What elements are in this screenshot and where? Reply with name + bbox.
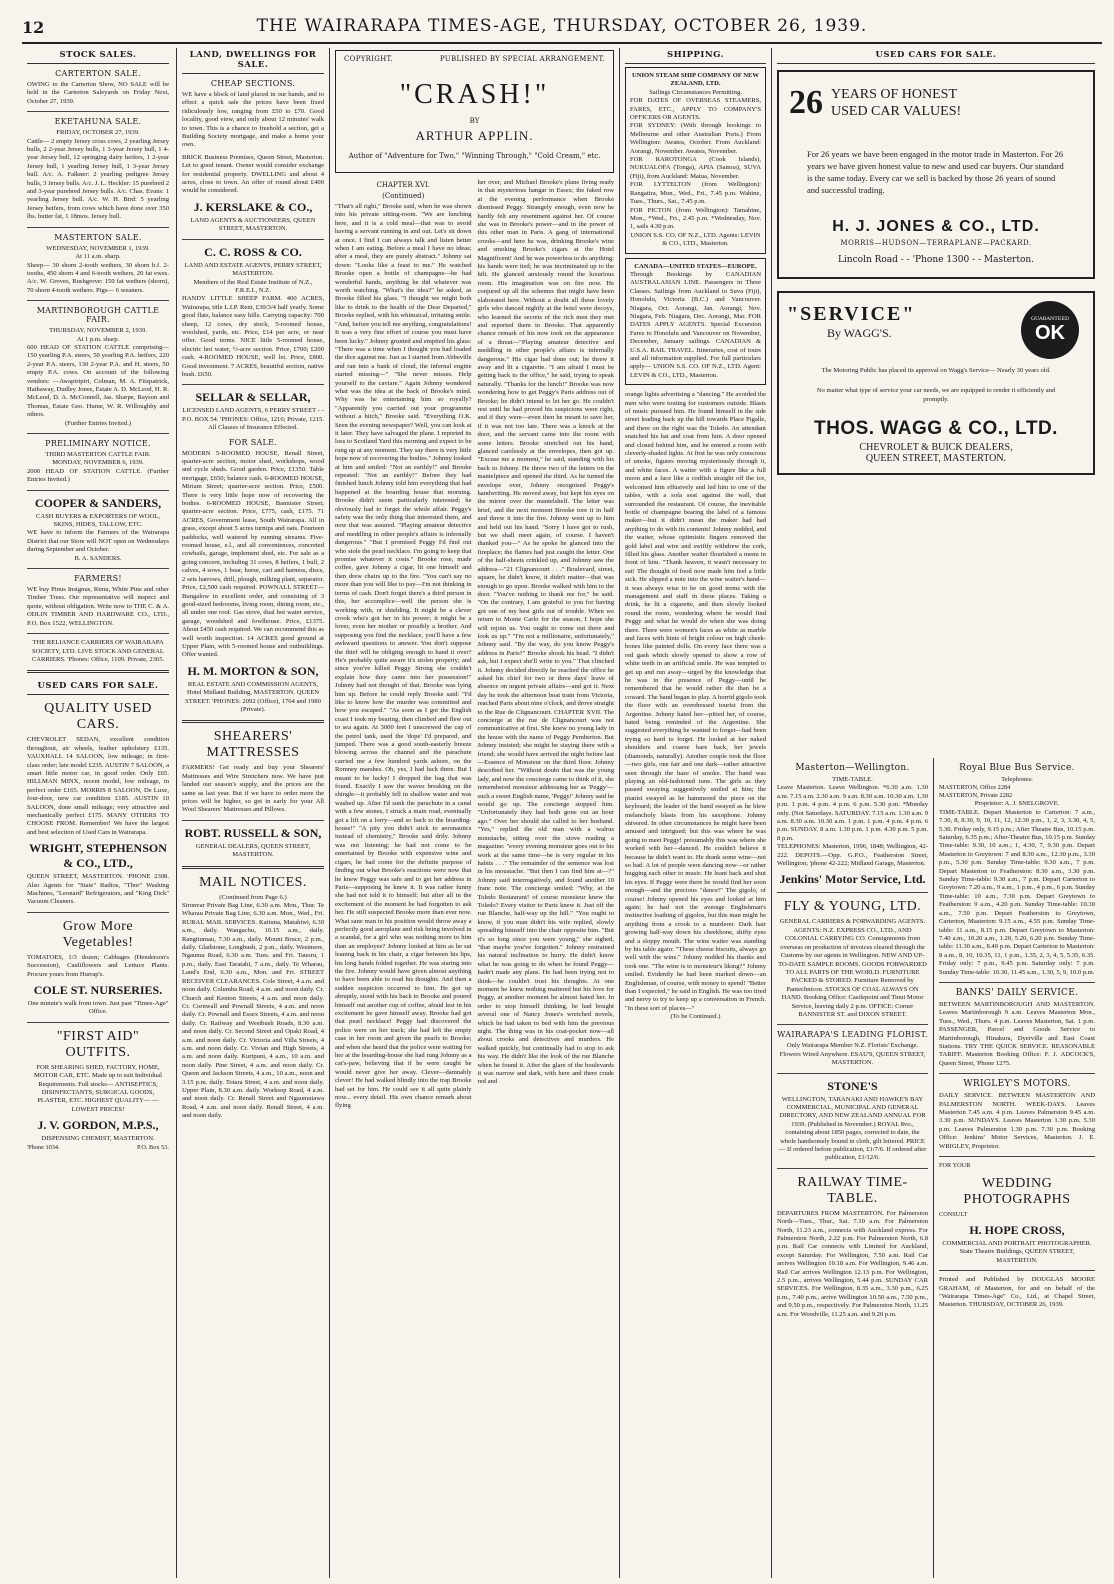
- divider: [777, 1024, 928, 1025]
- ad-text: HANDY LITTLE SHEEP FARM. 400 ACRES, Wairarapa, title L.I.P. Rent, £30/3/4 half yearly. Some good flats, balance easy hills. Carrying capacity: 700 sheep, 12 cows, dry stock, 5-roomed house, woolshed, yards, etc. Price, £14 per acre, or near offer. Good terms. NICE little 5-roomed house, electric hot water, ½-acre section. Price, £700; £200 cash. 4-ROOMED HOUSE, well let. Price, £800. Good investment. 7 ACRES, beautiful section, native bush. £650.: [182, 295, 324, 378]
- ad-headline: "SERVICE": [787, 303, 916, 325]
- divider: [27, 568, 169, 569]
- divider: [27, 633, 169, 634]
- timetable-text: TIME-TABLE. Depart Masterton to Carterton: 7 a.m., 7.30, 8, 8.30, 9, 10, 11, 12, 12.30 p.m., 1, 2, 3, 3.30, 4, 5, 5.30. Friday only, 9.15 p.m.; After Theatre Bus, 10.15 p.m. Saturday, 6.35 p.m.; After-Theatre Bus, 10.15 p.m. Sunday Time-table: 9.30, 10 a.m.; 1, 4.30, 7, 9.30 p.m. Depart Masterton to Greytown: 7 and 8.30 a.m., 12.30 p.m., 3.30 p.m., 5.30 p.m. Sunday Time-table: 9.30 a.m., 7 p.m. Depart Masterton to Featherston: 8.30 a.m., 3.30 p.m. Sunday Time-table: 9.30 a.m., 7 p.m. Depart Carterton to Greytown: 7.20 a.m., 9 a.m., 1 p.m., 4 p.m., 6 p.m. Sunday Time-table: 10 a.m., 7.30 p.m. Depart Greytown to Featherston: 9 a.m., 4.20 p.m. Sunday Time-table: 10.30 a.m., 7.50 p.m. Depart Featherston to Greytown, Carterton, Masterton: 9.15 a.m., 4.55 p.m. Sunday Time-table: 11 a.m., 8.15 p.m. Depart Greytown to Masterton: 7.40 a.m., 10.20 a.m., 1.20, 5.20, 6.20 p.m. Sunday Time-table: 11.30 a.m., 8.40 p.m. Depart Carterton to Masterton: 8 a.m., 8, 10, 10.35, 11, 1 p.m., 1.35, 2, 3, 4, 5, 5.35, 6.35. Friday only: 7 p.m., 9.45 p.m. Saturday only: 7 p.m. Sunday Time-table: 10.30, 11.45 a.m., 1.30, 5, 9, 10.0 p.m.: [939, 808, 1095, 976]
- advertiser-name: FLY & YOUNG, LTD.: [783, 899, 922, 915]
- badge-label: GUARANTEED: [1030, 315, 1070, 322]
- ad-signature: B. A. SANDERS.: [74, 554, 122, 562]
- divider: [27, 227, 169, 228]
- ad-title: MARTINBOROUGH CATTLE FAIR.: [36, 306, 160, 325]
- ad-headline: YEARS OF HONEST: [831, 87, 958, 102]
- divider: [777, 892, 928, 893]
- column-shipping: [619, 48, 771, 1578]
- ad-title: CARTERTON SALE.: [55, 69, 141, 78]
- story-title: "CRASH!": [399, 79, 550, 110]
- ad-text: MODERN 5-ROOMED HOUSE, Renall Street, quarter-acre section, motor shed, workshops, wood and cycle sheds. Good garden. Price, £1350. Table mortgage, £650; balance cash. 6-ROOMED HOUSE, Miriam Street; quarter-acre section. Price, £500. There is very little hope now of recovering the bodies. 6-ROOMED HOUSE, Bannister Street; quarter-acre section. Price, £775, cash, £175. 71 ACRES, Government lease, South Wairarapa. All in grass, except about 5 acres turnips and oats. Fourteen paddocks, well watered by running streams. Five-roomed house, e.l., and all conveniences, concreted cowbails, garage, implement shed, etc. For sale as a going concern, including 31 cows, 8 heifers, 1 bull, 2 calves, 4 sows, 1 boar, horse, cart and harness, discs, 2 sets harrows, drill, plough, milking plant, separator. Price, £2,500 cash required. POWNALL STREET—Bungalow in excellent order, and consisting of 3 good-sized bedrooms, living room, dining room, etc., all under one roof. Gas stove, dual hot water service, garage, woodshed and fowlhouse. Price, £1375. About £450 cash required. We can recommend this as well worth inspection. 14 ACRES good ground at Upper Plain, with 5-roomed house and outbuildings. Offer wanted.: [182, 449, 324, 659]
- author-note: Author of "Adventure for Two," "Winning Through," "Cold Cream," etc.: [348, 152, 601, 160]
- divider: [27, 433, 169, 434]
- union-steamship-ad: [625, 67, 766, 254]
- ad-text: CONSULT: [939, 1211, 968, 1219]
- ad-time: At 11 a.m. sharp.: [75, 253, 121, 261]
- column-bus-services: [933, 758, 1100, 1578]
- ad-subtitle: MORRIS—HUDSON—TERRAPLANE—PACKARD.: [840, 239, 1032, 247]
- ad-title: MASTERTON SALE.: [54, 232, 142, 242]
- ad-date: MONDAY, NOVEMBER 6, 1939.: [52, 459, 144, 467]
- divider: [182, 866, 324, 869]
- divider: [777, 1073, 928, 1074]
- ad-subtitle: CHEVROLET & BUICK DEALERS,: [859, 442, 1013, 454]
- advertiser-name: H. M. MORTON & SON,: [187, 663, 319, 678]
- ad-text: Through Bookings by CANADIAN AUSTRALASIAN LINE. Passengers in Three Classes. Sailings from Auckland to Suva (Fiji), Honolulu, Victoria (B.C.) and Vancouver. Niagara, Oct. Aorangi, Jan. Aorangi, Nov. Niagara, Feb. Niagara, Dec. Aorangi, Mar. FOR DATES APPLY AGENTS. Special Excursion Fares to Honolulu and Vancouver on November, December, January sailings. CANADIAN & U.S.A. RAIL TRAVEL. Itineraries, cost of tours and all information supplied. For full particulars apply— UNION S.S. CO. OF N.Z., LTD. Agent: LEVIN & CO., LTD., Masterton.: [630, 270, 761, 379]
- story-header-box: [335, 50, 614, 173]
- ad-title: EKETAHUNA SALE.: [54, 117, 142, 127]
- ad-title: PRELIMINARY NOTICE.: [45, 439, 151, 448]
- ad-text: FOR YOUR: [939, 1162, 971, 1170]
- story-text: orange lights advertising a "dancing." He avoided the men who were touting for customers outside. Blasts of music pursued him. He found himself in the side street leading back up the hill towards Place Pigalle, and there on the right was the Toledo. An attendant snatched his hat and coat from him. A door opened and closed behind him, and he entered a room with cleverly-shaded lights. At first he was only conscious of smoke, figures moving mysteriously through it, and white faces. A waiter with a figure like a full moon and a face like a codfish straight off the ice, welcomed him effusively and led him to one of the tables, with a sofa seat against the wall, that surrounded the restaurant. Of course, the inevitable bottle of champagne bearing the label of a famous maker—but it didn't mean the maker had had anything to do with its contents! Johnny nodded, and the waiter, whose optimistic fingers removed the gold label and wire and swiftly withdrew the cork, filled his glass. Another waiter flourished a menu in front of him. "Thank heaven, it wasn't necessary to eat! The thought of food now made him feel a little sick. He slipped a note into the wine waiter's hand—it was always wise to be on good terms with the management and staff in these places. Taking a drink, he lit a cigarette, and then slowly looked round the room, wondering where he would find Peggy and what he would do when she was doing there. There were women's faces as white as marble and faces with hints of bright colour on high cheek-bones like painted dolls. On every face there was a red gash which slowly opened to show a row of white teeth in an artificial smile. He was tempted to get up and run away—urged by the knowledge that he was in the presence of Peggy—until he remembered that he would rather die than be a coward. The band began to play. A horrid gigolo took the floor with an overdressed tourist from the Argentine. Johnny hated her—pitied her, of course, hated being reminded of the Argentine. She suggested everything he wanted to forget—had been trying so hard to forget. He looked at her naked shoulders and coarse bare back, her jewels (diamonds, naturally). Another couple took the floor—two girls, one fair and one dark—rather attractive seen through the haze of smoke. The band was playing an old-fashioned tune. The girls as they passed swaying suggestively smiled at him; the pianist swayed as he hammered the piece on the keyboard; the leader of the band swayed as he blew melancholy blasts from his saxophone. Johnny shivered. In other circumstances he might have been amused and intrigued; but this was where he was going to meet Peggy! presumably this was where she worked with her—danced. He couldn't believe it because he didn't want to. He drank some wine—not so bad. A lot of people were dancing now—or rather hugging each other to music. He leant back and shut his eyes. If Peggy were there he would find her soon enough—and the precious "dance!" The gigolo, of course! Johnny opened his eyes and looked at him again; he had not the average Englishman's instinctive loathing of gigolos, but this man might be anything from a crook to a murderer. Dark hair growing half-way down his cheekbone, shifty eyes and a sloppy mouth. The wine waiter was standing by his table again: "These cheese biscuits, always go well with the wine." Johnny nodded his thanks and took one. "The wine is to monsieur's liking?" Johnny smiled. Evidently he had been marked down—an Englishman, of course, with money to spend! "Better than I expected," he said in English. He was too tired and nervy to try to keep up a conversation in French. "In these sort of places—": [625, 391, 767, 1012]
- timetable-text: Leave Masterton. Leave Wellington. *6.30 a.m. 1.30 a.m. 7.15 a.m. 2.30 a.m. 9 a.m. 8.30 a.m. 10.30 a.m. 1.30 p.m. 1 p.m. 4 p.m. 4 p.m. 6 p.m. 5.30 p.m. *Monday only. (Not Saturdays. SATURDAY. 7.15 a.m. 1.30 a.m. 9 a.m. 8.30 a.m. 10.30 a.m. 1 p.m. 1 p.m. 4 p.m. 4 p.m. 6 p.m. SUNDAY. 8 a.m. 1.30 p.m. 1 p.m. 4.30 p.m. 5 p.m. 8 p.m.: [777, 784, 928, 842]
- timetable-label: TIME-TABLE.: [832, 776, 873, 783]
- ad-subtitle: LICENSED LAND AGENTS, 6 PERRY STREET - - P.O. BOX 54. 'PHONES: Office, 1216; Private, 1215. All Classes of Insurance Effected.: [182, 407, 324, 432]
- ad-title: CHEAP SECTIONS.: [210, 79, 296, 88]
- ad-text: MASTERTON, Private 2282: [939, 792, 1013, 800]
- ad-text: No matter what type of service your car needs, we are equipped to render it efficiently and promptly.: [816, 387, 1056, 403]
- ad-title: WAIRARAPA'S LEADING FLORIST.: [777, 1030, 928, 1040]
- continued-note: (To be Continued.): [670, 1013, 721, 1021]
- ad-subtitle: GENERAL DEALERS, QUEEN STREET, MASTERTON.: [195, 842, 311, 859]
- divider: [27, 490, 169, 491]
- ad-text: THE RELIANCE CARRIERS OF WAIRARAPA SOCIETY, LTD. LIVE STOCK AND GENERAL CARRIERS. 'Phones: Office, 1109. Private, 2365.: [31, 639, 165, 663]
- advertiser-name: Jenkins' Motor Service, Ltd.: [779, 872, 926, 887]
- section-header: USED CARS FOR SALE.: [777, 48, 1095, 64]
- advertiser-name: J. KERSLAKE & CO.,: [193, 199, 313, 214]
- guaranteed-ok-badge-icon: [1021, 301, 1079, 359]
- masthead: [22, 14, 1102, 44]
- advertiser-name: C. C. ROSS & CO.: [204, 244, 302, 259]
- jones-ad: [777, 70, 1095, 279]
- ad-title: BANKS' DAILY SERVICE.: [955, 987, 1079, 998]
- ad-subtitle: LAND AGENTS & AUCTIONEERS, QUEEN STREET, MASTERTON.: [190, 216, 316, 233]
- ad-title: MAIL NOTICES.: [199, 874, 307, 890]
- ad-text: Sheep— 30 shorn 2-tooth wethers, 30 shorn b.f. 2-tooths, 450 shorn 4 and 6-tooth wethers, 20 fat ewes. A/c. W. Groves, Rushgrove: 150 fat wethers (shorn), 70 shorn 4-tooth wethers. Pigs— 6 weaners.: [27, 261, 169, 294]
- ad-text: GENERAL CARRIERS & FORWARDING AGENTS. AGENTS: N.Z. EXPRESS CO., LTD., AND COLONIAL CARRYING CO. Consignments from overseas on production of invoices cleared through the Customs by our agents in Wellington. NEW AND UP-TO-DATE SAMPLE ROOMS. GOODS FORWARDED TO ALL PARTS OF THE WORLD. FURNITURE PACKED & STORED. Furniture Removed by Pantechnicon. STOCKS OF COAL ALWAYS ON HAND. Booking Office: Castlepoint and Tinui Motor Service, leaving daily 2 p.m. OFFICE: Corner BANNISTER ST. and DIXON STREET.: [778, 918, 927, 1018]
- ad-text: OWING to the Carterton Show, NO SALE will be held in the Carterton Saleyards on Friday Next, October 27, 1939.: [27, 81, 169, 105]
- ad-text: FARMERS! Get ready and buy your Shearers' Mattresses and Wire Stretchers now. We have just landed our season's supply, and the prices are the same as last year. But if we have to order more the prices will be higher, so get in early for your All Wool Shearers' Mattresses and Pillows.: [182, 764, 324, 814]
- divider: [182, 239, 324, 240]
- ad-title: "FIRST AID" OUTFITS.: [56, 1028, 140, 1060]
- page-number: 12: [22, 18, 45, 37]
- continued-note: (Continued): [382, 192, 425, 200]
- divider: [939, 1156, 1095, 1157]
- ad-text: MASTERTON, Office 2284: [939, 784, 1011, 792]
- ad-text: CHEVROLET SEDAN, excellent condition throughout, air wheels, leather upholstery £135. VAUXHALL 14 SALOON, low mileage; in first-class order; late model £235. AUSTIN 7 SALOON, a smart little motor car, in good order. Only £65. HILLMAN MINX, recent model, low mileage, in perfect order £165. MORRIS 8 SALOON, De Luxe, four-door, new car condition £185. AUSTIN 10 SALOON, done small mileage; very attractive and mechanically perfect £175. MANY OTHERS TO CHOOSE FROM. Remember! We have the largest and best selection of Used Cars in Wairarapa.: [27, 736, 169, 836]
- ad-text: FOR DATES OF OVERSEAS STEAMERS, FARES, ETC., APPLY TO COMPANY'S OFFICERS OR AGENTS.: [630, 97, 761, 122]
- ad-text: FOR RAROTONGA (Cook Islands), NUKUALOFA (Tonga), APIA (Samoa), SUVA (Fiji), from Auckland: Matua, November.: [630, 156, 761, 180]
- ad-text: TOMATOES, 1/3 dozen; Cabbages (Henderson's Succession), Cauliflowers and Lettuce Plants. Procure yours from Hurrap's.: [27, 953, 169, 978]
- ad-title: RAILWAY TIME-TABLE.: [797, 1174, 908, 1206]
- advertiser-name: WRIGHT, STEPHENSON & CO., LTD.,: [29, 841, 167, 871]
- ad-text: The Motoring Public has placed its approval on Wagg's Service— Nearly 30 years old.: [821, 367, 1051, 374]
- ad-address: QUEEN STREET, MASTERTON.: [865, 452, 1007, 464]
- ad-title: WEDDING PHOTOGRAPHS: [963, 1176, 1071, 1208]
- ad-time: At 1 p.m. sharp.: [76, 335, 120, 343]
- advertiser-name: COOPER & SANDERS,: [34, 495, 162, 510]
- ad-text: FOR LYTTELTON (from Wellington): Rangatira, Mon., Wed., Fri., 7.45 p.m. Wahine, Tues., Thurs., Sat., 7.45 p.m.: [630, 181, 761, 206]
- advertiser-name: STONE'S: [827, 1078, 878, 1093]
- ad-date: THURSDAY, NOVEMBER 2, 1939.: [49, 327, 147, 335]
- ad-subtitle: DISPENSING CHEMIST, MASTERTON.: [41, 1135, 155, 1143]
- ad-text: For 26 years we have been engaged in the motor trade in Masterton. For 26 years we have given honest value to new and used car buyers. Our standard is the same today. Every car we sell is backed by those 26 years of sound and successful trading.: [807, 149, 1064, 195]
- divider: [182, 820, 324, 821]
- ad-title: QUALITY USED CARS.: [44, 701, 152, 733]
- ad-title: Royal Blue Bus Service.: [959, 763, 1075, 773]
- ad-text: Telephones:: [1001, 776, 1033, 783]
- ad-text: 600 HEAD OF STATION CATTLE comprising— 150 yearling P.A. steers, 50 yearling P.A. heifers, 220 2-year P.A. steers, 130 2-year P.A. and H. steers, 50 empty P.A. cows. On account of the following vendors: —Awapiripiri, Colman, M. A. Fitzpatrick, Hathaway, Dudley Jones, Estate A. D. McLeod, H. R. McLeod, D. A. McConnell, Jas. Sharpe, Rayson and Thomas, Estate Geo. Hume, W. R. Willoughby and others.: [27, 343, 169, 419]
- story-text: "That's all right," Brooke said, when he was shown into his private sitting-room. "We are lunching here, and it is a cold meal—that was to avoid having a servant running in and out. Let's sit down at once. I find I can always talk and listen better when I am eating. Before a meal I have no ideas; after a meal, they are purely abstract." Johnny sat down: "Looks like a feast to me." He watched Brooke open a bottle of champagne—he had wonderful hands, anything he did whatever was worth watching. "What's the idea?" he asked, as Brooke filled his glass. "I thought we might both like to drink to the health of the Dear Departed," Brooke replied, with his whimsical, irritating smile. "And, before you tell me anything, congratulations! It was a very fine effort of course you must have been lucky." Johnny grunted and emptied his glass: "There was a time when I thought you had loaded the dice against me. Just as I started from Abbeville and ran into a bank of cloud, the infernal engine started missing—" "She never misses. Help yourself to the caviare." Again Johnny wondered what was the idea at the back of Brooke's mind. Why was he entertaining him so royally? "Apparently you carried out your programme without a hitch," Brooke said. "Everything O.K. Seen the evening newspaper? Well, you can look at it later. They have salvaged the plane. I reported its loss to Scotland Yard this morning and expect to be rung up at any moment. They say there is very little hope now of recovering the bodies." Johnny looked at him and smiled: "Not an earthly!" and Brooke repeated: "Not an earthly!" Before they had finished lunch Johnny told him everything that had happened at the boarding house that morning. Brooke didn't seem particularly interested; he obviously had to forget the whole affair. Peggy's safety was the only thing that interested them, and now that was assured. "Playing amateur detective and meddling in other people's affairs is infernally dangerous." "But I promised Peggy I'd find out who stole the pearl necklace. I'm going to keep that promise whatever it costs." Brooke rose, made coffee, gave Johnny a cigar, lit one himself and then drew chairs up to the fire. "You can't say no more than you will like to pay—I'm not thinking in terms of cash. Don't forget there's a third person in this, her accomplice—well the person she is working with, or shielding. It might be a clever crook who's got her in his power; it might be a lover, even her mother or possibly a brother. And supposing you find the necklace, you'll have a few awkward questions to answer. You don't suppose the thief will be obliging enough to hand it over? He's probably quite aware it's stolen property; and since you've killed Peggy Strong she couldn't explain how they came into her possession!" Johnny had not thought of that. Brooke was lying him up. Before he could reply Brooke said: "I'd like to know how the murder was committed and how you escaped." "As soon as I got the English coast I took my bearing, then climbed and flew out to sea again. At 3000 feet I unscrewed the cap of the petrol tank, used the 'dope' I'd prepared, and jumped. There was a good south-easterly breeze blowing across the channel and the parachute carried me a few hundred yards ashore, on the Romney marshes. Oh, yes, I had luck there. But I meant to be lucky! I dropped the bag that was found. Exactly I saw the waves breaking on the shingle—it probably fell in shallow water and was washed up. After I'd sunk the parachute in a canal with a few stones, I struck a main road, eventually got a lift on a lorry—and so back to the boarding-house!" "A pity you didn't stick to aeronautics instead of chemistry," Brooke said drily. Johnny was not listening; he had not come to be entertained by Brooke with expensive wine and cigars, he had come for the definite purpose of finding out what Brooke's reactions were now that he knew Peggy was safe and to get her address in Paris—supposing he knew it. It was rather funny she had not told it to himself; but after all in the excitement of the moment he had forgotten to ask her. He still suspected Brooke more than ever now. What sane man in his position would throw away a perfectly good aeroplane and risk being involved in a scandal, for a girl who was nothing more to him than an employee? Johnny looked at him as he sat leaning back in his chair, a cigar between his lips, his long hands folded together. He was staring into the fire. Johnny would have given almost anything to have been able to read his thoughts. And then a sudden suspicion occurred to him. He got up abruptly, stood with his back to Brooke and poured himself out another cup of coffee, afraid lest in his excitement he gave himself away. Brooke had got that pearl necklace! Peggy had discovered the police were on her track; she had left the empty case in her room and given the pearls to Brooke; and when she heard that the police were waiting for her at the boarding-house she had rung Johnny as a cat's-paw, believing that if he were caught he would never give her away. Clever—damnably clever! He had walked blindly into the trap Brooke had set for him. He could see it all quite plainly now... every detail. His own chance remark about flying: [335, 203, 472, 1110]
- ad-title: FOR SALE.: [228, 437, 278, 447]
- ad-text: Only Wairarapa Member N.Z. Florists' Exchange. Flowers Wired Anywhere. ESAU'S, QUEEN STREET, MASTERTON.: [779, 1042, 926, 1067]
- ad-text: 2000 HEAD OF STATION CATTLE. (Further Entries Invited.): [27, 467, 169, 484]
- column-stock-sales: [22, 48, 174, 1578]
- advertiser-name: ROBT. RUSSELL & SON,: [184, 825, 322, 840]
- ad-text: Proprietor: A. J. SNELGROVE.: [974, 800, 1060, 808]
- published-label: PUBLISHED BY SPECIAL ARRANGEMENT.: [439, 55, 605, 63]
- advertiser-name: H. HOPE CROSS,: [969, 1223, 1065, 1238]
- divider: [939, 1270, 1095, 1271]
- ad-text: Stronvar Private Bag Line, 6.30 a.m. Mon., Thur. Te Wharau Private Bag Line, 6.30 a.m. Mon., Wed., Fri. RURAL MAIL SERVICES. Kaituna, Matahiwi, 6.30 a.m., daily. Wangachu, 10.15 a.m., daily. Rangitumau, 7.30 a.m., daily. Mount Bruce, 2 p.m., daily. Gladstone, Longbush, 2 p.m., daily. Westmere, Ngaumu Road, 6.30 a.m. Tues. and Fri. Tauoru, 1 p.m., daily. East Taratahi, 7 a.m., daily. Te Wharau, Land's End, 6.30 a.m., Mon. and Fri. STREET RECEIVER CLEARANCES. Cole Street, 4 a.m. and noon daily. Columba Road, 4 a.m. and noon daily. Cr. Church and Kenton Streets, 4 a.m. and noon daily. Cr. Cornwall and Pownall Streets, 4 a.m. and noon daily. Cr. Pownall and Essex Streets, 4 a.m. and noon daily. Cr. Railway and Westbush Roads, 8.30 a.m. and noon daily. Cr. Second Street and Opaki Road, 4 a.m. and noon daily. Cr. Victoria and Villa Streets, 4 a.m. and noon daily. Cr. Vivian and High Streets, 4 a.m. and noon daily. Kuripuni, 4 a.m., 10 a.m. and noon daily. Pine Street, 4 a.m. and noon daily. Cr. Queen and Jackson Streets, 4 a.m., 10 a.m., noon and 3.15 p.m. daily. Totara Street, 4 a.m. and noon daily. Upper Plain, 8.30 a.m. daily. Worksop Road, 4 a.m. and noon daily. Cr. Renall Street and Ngaumutawa Road, 4 a.m. and noon daily. Renall Street, 4 a.m. and noon daily.: [182, 902, 324, 1120]
- chapter-heading: CHAPTER XVI.: [376, 181, 431, 189]
- divider: [182, 384, 324, 385]
- ad-years-number: 26: [789, 84, 823, 121]
- ad-note: (Further Entries Invited.): [64, 419, 132, 427]
- ad-address: Lincoln Road - - 'Phone 1300 - - Masterton.: [837, 255, 1035, 265]
- divider: [27, 912, 169, 913]
- ad-text: COMMERCIAL AND PORTRAIT PHOTOGRAPHER. State Theatre Buildings, QUEEN STREET, MASTERTON.: [942, 1240, 1092, 1264]
- ad-title: CANADA—UNITED STATES—EUROPE.: [634, 262, 757, 270]
- section-header: USED CARS FOR SALE.: [27, 679, 169, 695]
- ad-text: FOR SHEARING SHED, FACTORY, HOME, MOTOR CAR, ETC. Made up to suit Individual Requirements. Full stocks— ANTISEPTICS, DISINFECTANTS, SURGICAL GOODS, PLASTER, ETC. HIGHEST QUALITY— —LOWEST PRICES!: [34, 1063, 162, 1113]
- advertiser-name: COLE ST. NURSERIES.: [33, 983, 163, 998]
- divider: [27, 111, 169, 112]
- ad-text: WELLINGTON, TARANAKI AND HAWKE'S BAY COMMERCIAL, MUNICIPAL AND GENERAL DIRECTORY, AND NEW ZEALAND ANNUAL FOR 1939. (Published in November.) ROYAL 8vo., containing about 1850 pages, corrected to date, the whole handsomely bound in cloth, gilt lettered. PRICE— If ordered before publication, £1/7/6. If ordered after publication, £1/12/6.: [778, 1095, 927, 1162]
- divider: [27, 300, 169, 301]
- ad-subtitle: CASH BUYERS & EXPORTERS OF WOOL, SKINS, HIDES, TALLOW, ETC.: [35, 512, 161, 529]
- advertiser-name: SELLAR & SELLAR,: [195, 390, 311, 405]
- ad-subtitle: Sailings Circumstances Permitting.: [649, 88, 742, 96]
- canada-ad: [625, 258, 766, 386]
- imprint-text: Printed and Published by DOUGLAS MOORE GRAHAM, of Masterton, for and on behalf of the "Wairarapa Times-Age" Co., Ltd., at Chapel Street, Masterton. THURSDAY, OCTOBER 26, 1939.: [939, 1276, 1095, 1309]
- story-text: her over, and Michael Brooke's plane living ready in that mysterious hangar in Essex; the faked row at the evening performance when Brooke dismissed Peggy. Strangely enough, even now he hardly felt any resentment against her. Of course she was in Brooke's power—and in the power of this other man in Paris. A gang of international crooks—and here he was, drinking Brooke's wine and smoking Brooke's cigars at the Hotel Magnificent! And he was powerless to do anything; his hands were tied; he was incriminated up to the hilt. He glanced anxiously round the luxurious room. His imagination was on fire now. He conjured up all the schemes that might have been elaborated here. Without a doubt all these lovely girls who danced nightly at the hotel were decoys, who learned the secrets of the rich men they met and reported them to Brooke. That apparently chance remark of his now took on the appearance of a threat—"Playing amateur detective and meddling in other people's affairs is infernally dangerous." His cigar had done out; he threw it away and lit a cigarette. "I am afraid I must be getting back to the office," he said, trying to speak naturally. "Thanks for the lunch!" Brooke was now wondering how to get Peggy's Paris address out of Brooke; he didn't intend to let her go. He couldn't rest until he had proved his suspicions were right, and if they were—even then he meant to save her, if it was not too late. There was a knock at the door, and the servant came into the room with some letters. Brooke stretched out his hand, glanced carelessly at the envelopes, then got up. "Excuse me a moment," he said, standing with his back to Johnny. He threw two of the letters on the mantelpiece and opened the third. As he turned the envelope over, Johnny recognised Peggy's handwriting. He moved away, but kept his eyes on the mirror over the mantelshelf. The letter was brief, and the next moment Brooke tore it in half and threw it into the fire. Johnny went up to him and held out his hand. "Sorry I have got to rush, but we shall meet again, of course. I haven't thanked you—" As he spoke he glanced into the fireplace; the flames had just caught the letter. One of the half-sheets crinkled up, and Johnny saw the address—"21 Clignancourt . . ." Boulevard, street, square, he didn't know, it didn't matter—that was enough to go upon. Brooke walked with him to the door. "You've nothing to thank me for," he said. "On the contrary, I am grateful to you for having got one of my best girls out of trouble. When we return to Monte Carlo for the season, I hope she will rejoin us. You ought to come out there and look us up." "I'm not a millionaire, unfortunately," Johnny said. "By the way, do you know Peggy's address in Paris?" Brooke shook his head. "I didn't ask, but I expect she'll write to you." That clinched it. Johnny decided directly he reached the office he asked his chief for two or three days' leave of absence on urgent private affairs—and got it. Next day he took the afternoon boat train from Victoria, reached Paris about nine o'clock, and drove straight to the Rue de Clignancourt. CHAPTER XVII. The concierge at the rue de Clignancourt was not communicative at first. She knew no young lady in the house with the name of Peggy Pemberton. But Johnny insisted; she might be staying there with a friend; she would have arrived the night before last—Essence of Monsieur on the third floor. Johnny described her. "Without doubt that was the young lady, and now the concierge came to think of it, she remembered monsieur addressing her as 'Peggy'—such a sweet English name, 'Peggy!' Johnny said he would go up. The concierge stopped him. "Unfortunately they had both gone out an hour ago." Over her should she called to her husband. "Yes," replied the old man with a walrus moustache, sitting over the stove reading a magazine: "every evening monsieur goes out to his work at the same time—he is very regular in his habits . . ." The remainder of the sentence was lost in his moustache. "But then I can find him at—?" Johnny said interrogatively, and found another 10 franc note. The concierge smiled: "Why, at the Toledo Restaurant! of course monsieur knew the Toledo? Every visitor to Paris knew it. Just off the rue Blanche, half-way up the hill." "You ought to know, if you man didn't his wife replied, slowly spreading himself into the chair opposite him. "But it's so long since you were young," she sighed, "that maybe you've forgotten." Johnny restrained his natural inclination to hurry. He didn't know what he was going to do when he found Peggy—hadn't made any plans. He had been trying not to think—he couldn't trust his thoughts. At one moment he knew nothing mattered but his love for Peggy, at another moment he almost hated her. In order to stop himself thinking, he had bought several one of Nancy Jones's wretched novels, which he had taken to bed with him the previous night. The thing was in his coat-pocket now—all about crooks and detectives and murders. He walked quickly, but continually had to stop to ask his way. He didn't like the look of the rue Blanche when he found it. After the glare of the boulevards it was narrow and dark, with here and there crude red and: [477, 179, 614, 1086]
- ad-title: FARMERS!: [74, 574, 122, 584]
- column-transport: [771, 758, 933, 1578]
- ad-text: TELEPHONES: Masterton, 1996, 1848; Wellington, 42-222. DEPOTS.—Opp. G.P.O., Featherston Street, Wellington; 'phone 42-222; Midland Garage, Masterton.: [777, 843, 928, 868]
- byline: BY: [469, 117, 480, 125]
- ad-title: UNION STEAM SHIP COMPANY OF NEW ZEALAND, LTD.: [631, 72, 760, 88]
- ad-title: SHEARERS' MATTRESSES: [206, 729, 300, 761]
- copyright-label: COPYRIGHT.: [344, 55, 394, 63]
- divider: [939, 982, 1095, 983]
- ad-text: QUEEN STREET, MASTERTON. 'PHONE 2308. Also Agents for "State" Radios, "Thor" Washing Machines, "Leonard" Refrigerators, and "King Dick" Vacuum Cleaners.: [27, 873, 169, 906]
- section-header: SHIPPING.: [625, 48, 766, 64]
- ad-title: THIRD MASTERTON CATTLE FAIR.: [45, 451, 151, 458]
- advertiser-name: THOS. WAGG & CO., LTD.: [814, 418, 1058, 440]
- ad-title: Masterton—Wellington.: [795, 763, 910, 773]
- divider: [182, 720, 324, 723]
- ad-text: One minute's walk from town. Just past "Times-Age" Office.: [27, 1000, 169, 1016]
- badge-ok: OK: [1035, 321, 1065, 344]
- ad-text: WE have to inform the Farmers of the Wairarapa District that our Store will NOT open on Wednesdays during September and October.: [27, 529, 169, 554]
- ad-note: (Continued from Page 6.): [219, 893, 287, 901]
- ad-text: DEPARTURES FROM MASTERTON. For Palmerston North—Tues., Thur., Sat. 7.10 a.m. For Palmerston North, 11.23 a.m., connects with Auckland express. For Palmerston North, 2.22 p.m. For Palmerston North, 6.8 p.m. Rail Car connects with Limited for Auckland, except Saturday. For Wellington, 7.50 a.m. Rail Car arrives Wellington 10.18 a.m. For Wellington, 9.46 a.m. Rail Car arrives Wellington 12.13 p.m. For Wellington, 2.5 p.m., arrives Wellington, 5.44 p.m. SUNDAY CAR SERVICES. For Wellington, 8.35 a.m., 3.30 p.m., 6.25 p.m., 7.40 p.m., arrive Wellington 10.50 a.m., 7.50 p.m., and 9.50 p.m., respectively. For Palmerston North, 11.25 a.m. For Woodville, 11.25 a.m. and 9.20 p.m.: [777, 1209, 928, 1318]
- column-used-cars: [771, 48, 1100, 758]
- ad-text: WE have a block of land placed in our hands, and to effect a quick sale the prices have been fixed ridiculously low, ranging from £50 to £70. Good locality, good view, and only about 12 minutes' walk to town. This is a chance to freehold a section, get a Building Society mortgage, and make a home your own.: [182, 91, 324, 149]
- ad-text: BRICK Business Premises, Queen Street, Masterton. Let to good tenant. Owner would consider exchange for residential property. DWELLING and about 4 acres, close to town. An offer of round about £400 would be considered.: [182, 153, 324, 195]
- ad-text: Cattle— 2 empty Jersey cross cows, 2 yearling Jersey bulls, 2 2-year Jersey bulls, 1 3-year Jersey bull, 1 4-year Jersey bull, 12 springing dairy heifers, 1 2-year Jersey bull, 1 yearling Jersey bull, 1 3-year Jersey bull. A/c. A. Falkner: 2 yearling pedigree Jersey bulls, 3 Jersey bulls. A/c. J. L. Heckler: 15 purebred 2 and 3-year purebred Jersey bulls. A/c. Chas. Evans: 1 yearling Jersey bull. A/c. W. H. Bird: 5 yearling Jersey heifers, from cows which have done over 350 lbs. butter fat, 1 18mos. Jersey bull.: [27, 137, 169, 221]
- ad-date: FRIDAY, OCTOBER 27, 1939.: [56, 129, 140, 137]
- section-header: LAND, DWELLINGS FOR SALE.: [182, 48, 324, 74]
- ad-subtitle: LAND AND ESTATE AGENTS, PERRY STREET, MASTERTON.: [184, 261, 322, 278]
- newspaper-title: THE WAIRARAPA TIMES-AGE, THURSDAY, OCTOBER 26, 1939.: [256, 16, 868, 36]
- advertiser-name: H. J. JONES & CO., LTD.: [832, 218, 1040, 235]
- section-header: STOCK SALES.: [27, 48, 169, 64]
- divider: [939, 1073, 1095, 1074]
- ad-date: WEDNESDAY, NOVEMBER 1, 1939.: [46, 244, 150, 252]
- ad-headline: USED CAR VALUES!: [831, 104, 962, 119]
- ad-text: FOR PICTON (from Wellington): Tamahine, Mon., *Wed., Fri., 2.45 p.m. *Wednesday, Nov. 1, sails 4.30 p.m.: [630, 206, 761, 231]
- author-name: ARTHUR APPLIN.: [415, 128, 534, 143]
- wagg-ad: [777, 291, 1095, 475]
- advertiser-name: J. V. GORDON, M.P.S.,: [37, 1118, 159, 1133]
- phone-number: 'Phone 1034.: [27, 1143, 60, 1151]
- po-box: P.O. Box 53.: [136, 1143, 169, 1151]
- ad-title: WRIGLEY'S MOTORS.: [963, 1079, 1071, 1090]
- divider: [27, 670, 169, 673]
- ad-text: FOR SYDNEY: (With through bookings to Melbourne and other Australian Ports.) From Wellington: Awatea, October. From Auckland: Aorangi, November. Awatea, November.: [630, 122, 761, 155]
- divider: [777, 1168, 928, 1169]
- ad-text: WE buy Pinus Insignus, Rimu, White Pine and other Timber Trees. Our representative will inspect and quote, without obligation. Write now to THE C. & A. ODLIN TIMBER AND HARDWARE CO., LTD., P.O. Box 1522, WELLINGTON.: [27, 586, 169, 627]
- ad-subtitle: REAL ESTATE AND COMMISSION AGENTS, Hotel Midland Building, MASTERTON. QUEEN STREET. 'PHONES: 2092 (Office), 1764 and 1980 (Private).: [185, 680, 321, 713]
- column-land-dwellings: [176, 48, 329, 1578]
- divider: [27, 1022, 169, 1023]
- ad-text: BETWEEN MARTINBOROUGH AND MASTERTON. Leaves Martinborough 9 a.m. Leaves Masterton Mon., Tues., Wed., Thurs. 4 p.m. Leaves Masterton, Sat. 1 p.m. PASSENGER, Parcel and Goods Service to Martinborough, Hinakura, Dyerville and East Coast Stations. TRY THE QUICK SERVICE. REASONABLE TARIFF. Masterton Booking Office: F. J. ADCOCK'S, Queen Street, 'Phone 1275.: [939, 1000, 1095, 1067]
- ad-text: DAILY SERVICE. BETWEEN MASTERTON AND PALMERSTON NORTH. WEEK-DAYS. Leaves Masterton 7.45 a.m. 4 p.m. Leaves Palmerston 9.45 a.m. 3.30 p.m. SUNDAYS. Leaves Masterton 1.30 p.m. 5.30 p.m. Leaves Palmerston 1.30 p.m. 7.30 p.m. Booking Office: Jenkins' Motor Services, Masterton. J. E. WRIGLEY, Proprietor.: [939, 1092, 1095, 1150]
- ad-subtitle: By WAGG'S.: [827, 326, 892, 340]
- ad-text: UNION S.S. CO. OF N.Z., LTD. Agents: LEVIN & CO., LTD., Masterton.: [630, 231, 761, 248]
- ad-note: Members of the Real Estate Institute of N.Z., F.R.E.I., N.Z.: [193, 278, 313, 294]
- column-serial-story: [329, 48, 619, 1578]
- ad-title: Grow More Vegetables!: [62, 918, 134, 950]
